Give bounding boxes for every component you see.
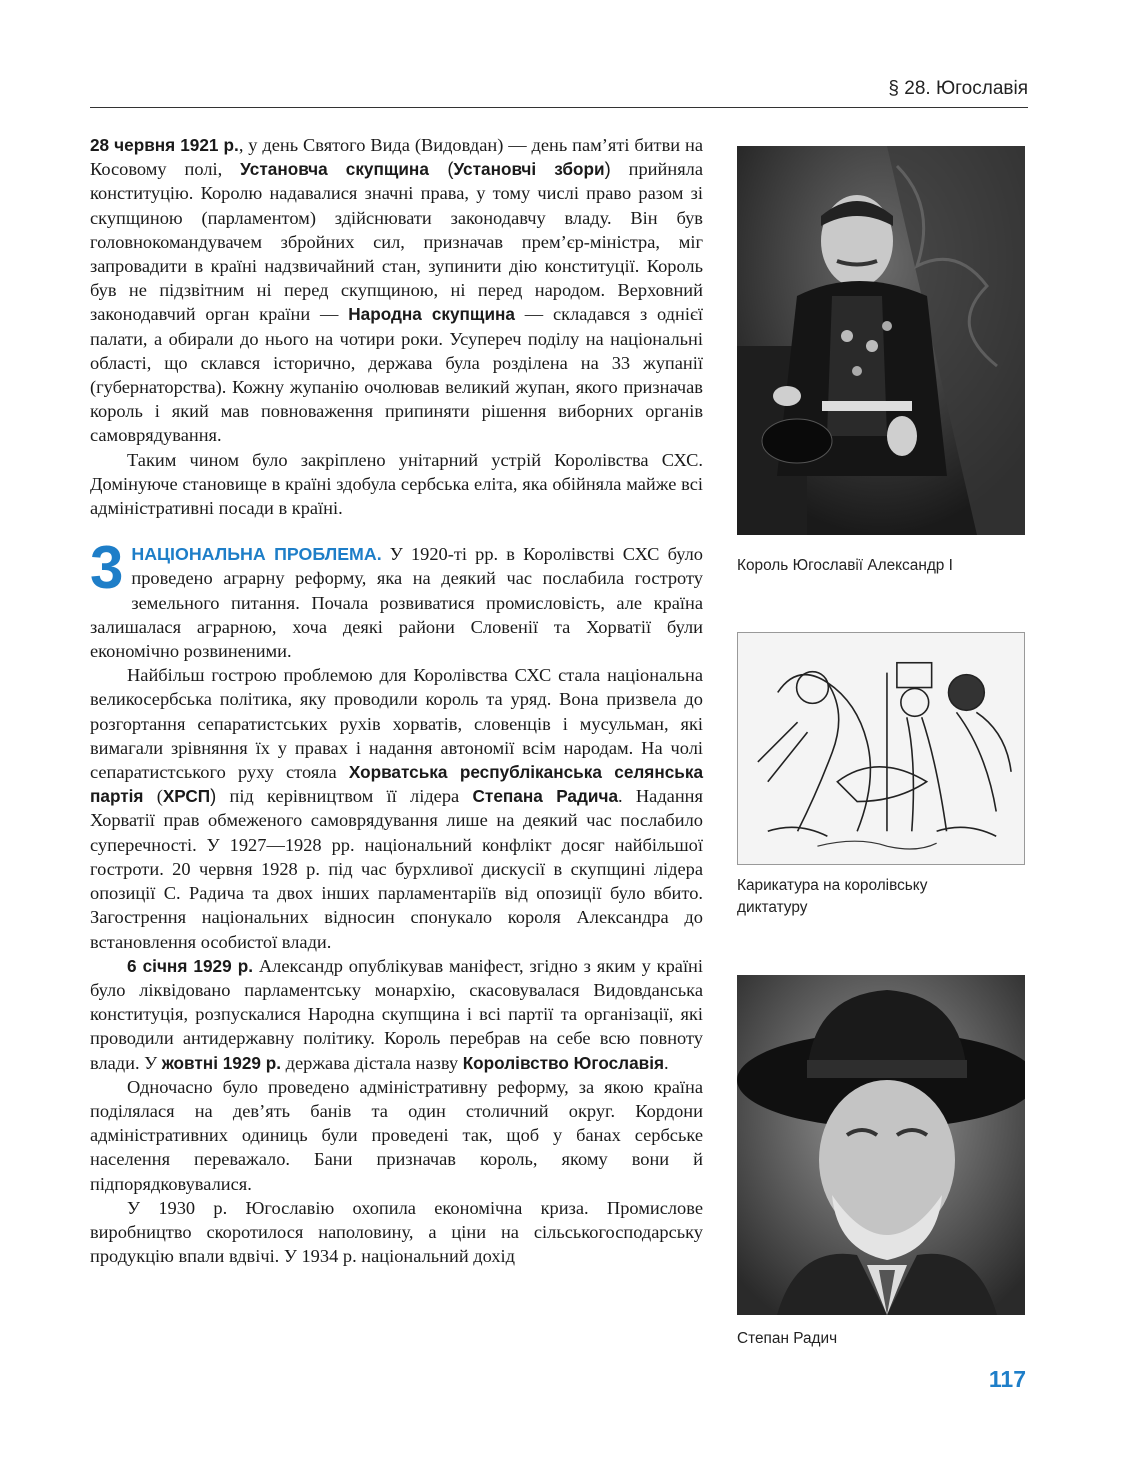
text-run: під керівництвом її лідера bbox=[216, 786, 473, 807]
page-header bbox=[90, 0, 1028, 108]
portrait-photo-icon bbox=[737, 146, 1025, 535]
section-title: НАЦІОНАЛЬНА ПРОБЛЕМА. bbox=[131, 544, 382, 565]
text-run: ( bbox=[143, 786, 163, 807]
text-run: Александр опублікував маніфест, згідно з яким у країні було ліквідовано парламентську монархію, скасовувалася Видовданська конституція, розпускалися Народна скупщина і всі партії та організації, які проводили антидержавну політику. Король перебрав на себе всю повноту влади. У bbox=[90, 955, 703, 1073]
bold-term: 28 червня 1921 р. bbox=[90, 135, 239, 155]
section-number: 3 bbox=[90, 534, 124, 602]
text-run: У 1920-ті рр. в Королівстві СХС було проведено аграрну реформу, яка на деякий час послабила гостроту земельного питання. Почала розвиватися промисловість, але країна залишалася аграрною, хоча деякі райони Словенії та Хорватії були економічно розвиненими. bbox=[90, 544, 703, 662]
paragraph-manifesto bbox=[90, 954, 703, 1075]
king-alexander-caption: Король Югославії Александр I bbox=[737, 557, 953, 574]
section-3 bbox=[90, 534, 703, 663]
cartoon-drawing-icon bbox=[738, 633, 1024, 864]
bold-term: Степана Радича bbox=[472, 786, 619, 807]
stepan-radic-photo bbox=[737, 975, 1025, 1315]
bold-term: 6 січня 1929 р. bbox=[127, 955, 253, 976]
bold-term: Королівство Югославія bbox=[462, 1052, 665, 1073]
king-alexander-photo bbox=[737, 146, 1025, 535]
text-run: ) bbox=[604, 158, 611, 180]
text-run: прийняла конституцію. Королю надавалися значні права, у тому числі право разом зі скупщиною (парламентом) здійснювати законодавчу владу. Він був головнокомандувачем збройних сил, призначав прем’єр-міністра, міг запровадити в країні надзвичайний стан, зупинити дію конституції. Король був не підзвітним ні перед скупщиною, ні перед народом. Верховний законодавчий орган країни — bbox=[90, 159, 703, 325]
text-run: Одночасно було проведено адміністративну реформу, за якою країна поділялася на дев’ять банів та один столичний округ. Кордони адміністративних одиниць були проведені так, щоб у банах сербське населення переважало. Бани призначав король, якому вони й підпорядковувалися. bbox=[90, 1076, 703, 1194]
paragraph-administrative-reform bbox=[90, 1075, 703, 1196]
paragraph-agrarian-reform bbox=[90, 534, 703, 663]
text-run: ) bbox=[210, 785, 217, 807]
bold-term: Хорватська республіканська селянська партія bbox=[90, 762, 704, 807]
portrait-photo-icon bbox=[737, 975, 1025, 1315]
bold-term: Установчі збори bbox=[453, 159, 605, 180]
text-run: У 1930 р. Югославію охопила економічна криза. Промислове виробництво скоротилося наполовину, а ціни на сільськогосподарську продукцію впали вдвічі. У 1934 р. національний дохід bbox=[90, 1197, 703, 1267]
text-run: — складався з однієї палати, а обирали до нього на чотири роки. Усупереч поділу на національні області, що склався історично, держава була розділена на 33 жупанії (губернаторства). Кожну жупанію очолював великий жупан, якого призначав король і який мав повноваження припиняти рішення виборних органів самоврядування. bbox=[90, 304, 703, 446]
paragraph-constitution bbox=[90, 133, 703, 448]
text-run: . Надання Хорватії прав обмеженого самоврядування лише на деякий час послабило суперечності. У 1927—1928 рр. національний конфлікт досяг найбільшої гостроти. 20 червня 1928 р. під час бурхливої дискусії в скупщині лідера опозиції С. Радича та двох інших парламентаріїв від опозиції було вбито. Загострення національних відносин спонукало короля Александра до встановлення особистої влади. bbox=[90, 786, 703, 952]
main-text-column bbox=[90, 133, 703, 1268]
bold-term: жовтні 1929 р. bbox=[161, 1052, 282, 1073]
text-run: , у день Святого Вида (Видовдан) — день пам’яті битви на Косовому полі, bbox=[90, 135, 704, 180]
cartoon-caption: Карикатура на королівську диктатуру bbox=[737, 877, 928, 916]
bold-term: Установча скупщина bbox=[240, 159, 429, 180]
section-header-title: § 28. Югославія bbox=[888, 78, 1028, 99]
page-number: 117 bbox=[988, 1366, 1026, 1392]
text-run: ( bbox=[428, 158, 454, 180]
paragraph-economic-crisis bbox=[90, 1196, 703, 1269]
text-run: держава дістала назву bbox=[281, 1052, 463, 1073]
stepan-radic-caption: Степан Радич bbox=[737, 1330, 838, 1347]
text-run: Таким чином було закріплено унітарний устрій Королівства СХС. Домінуюче становище в країні здобула сербська еліта, яка обійняла майже всі адміністративні посади в країні. bbox=[90, 449, 703, 519]
paragraph-unitary-system bbox=[90, 448, 703, 521]
bold-term: Народна скупщина bbox=[348, 304, 515, 325]
text-run: Найбільш гострою проблемою для Королівства СХС стала національна великосербська політика, яку проводили король та уряд. Вона призвела до розгортання сепаратистських рухів хорватів, словенців і мусульман, які вимагали зрівняння їх у правах і надання автономії всім народам. На чолі сепаратистського руху стояла bbox=[90, 665, 703, 783]
paragraph-national-problem bbox=[90, 663, 703, 953]
text-run: . bbox=[664, 1052, 669, 1073]
cartoon-image bbox=[737, 632, 1025, 865]
bold-term: ХРСП bbox=[162, 786, 211, 807]
